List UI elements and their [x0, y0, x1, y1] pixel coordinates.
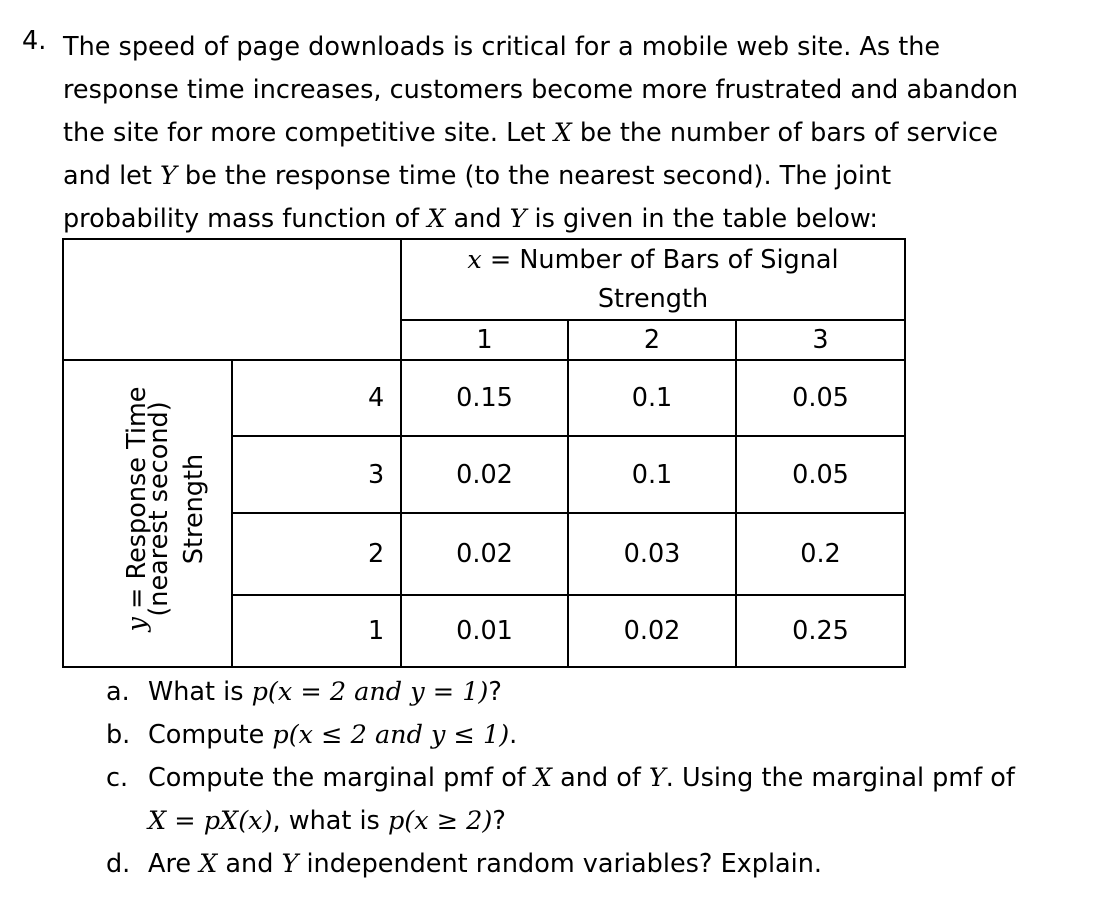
- joint-pmf-table: [62, 238, 906, 668]
- problem-line-1: The speed of page downloads is critical for a mobile web site. As the: [63, 32, 941, 62]
- y-label-line-3: Strength: [179, 453, 209, 565]
- y-value-3: 3: [368, 459, 385, 490]
- x-header-line2: Strength: [597, 284, 709, 314]
- question-c: c. Compute the marginal pmf of X and of Y. Using the marginal pmf of: [106, 757, 1086, 800]
- cell-x2-y1: 0.02: [623, 616, 681, 646]
- cell-x1-y4: 0.15: [456, 383, 513, 413]
- x-header: x = Number of Bars of Signal: [467, 245, 839, 275]
- cell-x2-y2: 0.03: [623, 539, 681, 569]
- cell-x2-y3: 0.1: [631, 459, 673, 490]
- question-b: b. Compute p(x ≤ 2 and y ≤ 1).: [106, 714, 1086, 757]
- x-value-1: 1: [476, 325, 493, 355]
- cell-x1-y2: 0.02: [456, 539, 513, 569]
- question-label: c.: [106, 763, 129, 793]
- cell-x3-y1: 0.25: [792, 616, 849, 646]
- problem-text: [63, 26, 1063, 241]
- cell-x2-y4: 0.1: [631, 383, 673, 413]
- x-value-2: 2: [643, 325, 661, 355]
- question-list: [106, 671, 1086, 886]
- x-value-3: 3: [812, 325, 829, 355]
- question-label: d.: [106, 849, 131, 879]
- problem-line-4: and let Y be the response time (to the nearest second). The joint: [63, 161, 892, 191]
- question-label: a.: [106, 677, 130, 707]
- question-d: d. Are X and Y independent random variables? Explain.: [106, 843, 1086, 886]
- question-label: b.: [106, 720, 131, 750]
- problem-line-2: response time increases, customers become more frustrated and abandon: [63, 75, 1019, 105]
- problem-number: 4.: [22, 26, 47, 56]
- table-border-bottom: [62, 666, 906, 668]
- cell-x3-y4: 0.05: [792, 383, 849, 413]
- problem-line-3: the site for more competitive site. Let X be the number of bars of service: [63, 118, 998, 148]
- table-border-left: [62, 238, 64, 668]
- question-c-line-2: X = pX(x), what is p(x ≥ 2)?: [148, 806, 506, 836]
- cell-x1-y3: 0.02: [456, 459, 513, 490]
- y-value-1: 1: [368, 616, 385, 646]
- cell-x3-y2: 0.2: [800, 539, 841, 569]
- cell-x3-y3: 0.05: [792, 459, 849, 490]
- y-value-4: 4: [368, 383, 385, 413]
- y-label-line-1: y = Response Time: [122, 386, 152, 632]
- y-value-2: 2: [368, 539, 385, 569]
- cell-x1-y1: 0.01: [456, 616, 513, 646]
- table-border-right: [904, 238, 906, 668]
- y-label-line-2: (nearest second): [144, 401, 174, 617]
- problem-line-5: probability mass function of X and Y is given in the table below:: [63, 204, 878, 234]
- question-a: a. What is p(x = 2 and y = 1)?: [106, 671, 1086, 714]
